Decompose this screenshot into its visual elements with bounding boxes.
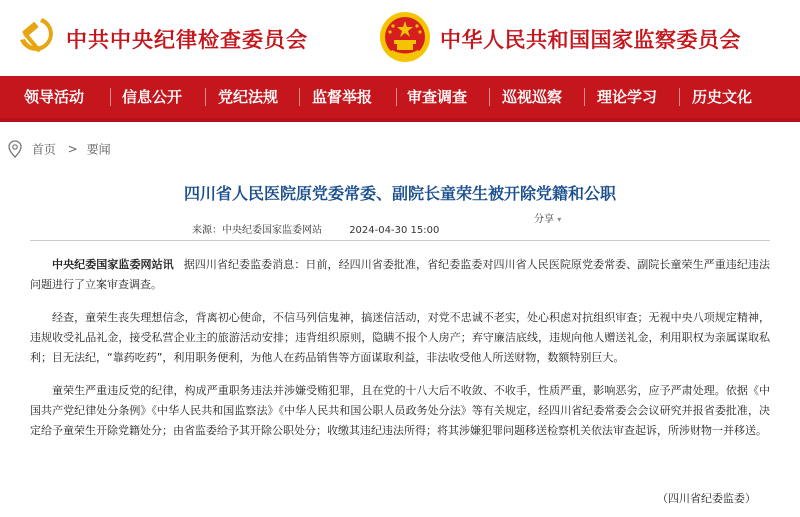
- nav-separator: [205, 88, 206, 106]
- breadcrumb-home[interactable]: 首页: [31, 142, 56, 157]
- article-footer-source: （四川省纪委监委）: [657, 492, 756, 505]
- share-button[interactable]: [534, 210, 561, 225]
- article-paragraph: 中央纪委国家监委网站讯 据四川省纪委监委消息：日前，经四川省委批准，省纪委监委对四川省人民医院原党委常委、副院长童荣生严重违纪违法问题进行了立案审查调查。: [30, 258, 771, 291]
- party-emblem-icon: [12, 12, 58, 58]
- nav-item-theory[interactable]: 理论学习: [597, 88, 658, 106]
- nav-separator: [584, 88, 585, 106]
- nav-item-inspection[interactable]: 巡视巡察: [502, 88, 563, 106]
- location-pin-icon: [8, 140, 22, 158]
- nav-item-investigation[interactable]: 审查调查: [407, 88, 468, 106]
- nav-item-reporting[interactable]: 监督举报: [312, 88, 373, 106]
- nav-separator: [396, 88, 397, 106]
- nav-item-leadership[interactable]: 领导活动: [24, 88, 85, 106]
- article-title: 四川省人民医院原党委常委、副院长童荣生被开除党籍和公职: [183, 184, 616, 203]
- article-source: 来源：中央纪委国家监委网站: [192, 225, 322, 236]
- breadcrumb-current[interactable]: 要闻: [86, 142, 111, 157]
- main-nav: [0, 76, 800, 122]
- site-header: [0, 0, 800, 76]
- breadcrumb: [8, 140, 111, 158]
- chevron-down-icon: ▾: [557, 215, 562, 224]
- nav-item-history[interactable]: 历史文化: [692, 88, 753, 106]
- article-paragraph: 经查，童荣生丧失理想信念，背离初心使命，不信马列信鬼神，搞迷信活动，对党不忠诚不老实，处心积虑对抗组织审查；无视中央八项规定精神，违规收受礼品礼金，接受私营企业主的旅游活动安排；违背组织原则，隐瞒不报个人房产；弃守廉洁底线，违规向他人赠送礼金，利用职权为亲属谋取私利；目无法纪，“靠药吃药”，利用职务便利，为他人在药品销售等方面谋取利益，非法收受他人所送财物，数额特别巨大。: [30, 311, 770, 364]
- nav-separator: [110, 88, 111, 106]
- article-body: [30, 255, 770, 454]
- cpc-ccdi-title[interactable]: 中共中央纪律检查委员会: [66, 27, 308, 52]
- nav-separator: [299, 88, 300, 106]
- nav-separator: [489, 88, 490, 106]
- article-date: 2024-04-30 15:00: [349, 225, 440, 236]
- nsc-title[interactable]: 中华人民共和国国家监察委员会: [440, 27, 741, 52]
- nav-separator: [679, 88, 680, 106]
- nav-item-disclosure[interactable]: 信息公开: [122, 88, 183, 106]
- national-emblem-icon: [378, 10, 432, 64]
- article-meta: [192, 221, 439, 236]
- share-label: 分享: [534, 214, 554, 225]
- breadcrumb-separator: >: [67, 142, 78, 156]
- nav-item-regulations[interactable]: 党纪法规: [218, 88, 279, 106]
- article-lead: 中央纪委国家监委网站讯: [52, 258, 174, 271]
- article-paragraph: 童荣生严重违反党的纪律，构成严重职务违法并涉嫌受贿犯罪，且在党的十八大后不收敛、不收手，性质严重，影响恶劣，应予严肃处理。依据《中国共产党纪律处分条例》《中华人民共和国监察法》《中华人民共和国公职人员政务处分法》等有关规定，经四川省纪委常委会会议研究并报省委批准，决定给予童荣生开除党籍处分；由省监委给予其开除公职处分；收缴其违纪违法所得；将其涉嫌犯罪问题移送检察机关依法审查起诉，所涉财物一并移送。: [30, 384, 770, 437]
- title-divider: [30, 240, 770, 241]
